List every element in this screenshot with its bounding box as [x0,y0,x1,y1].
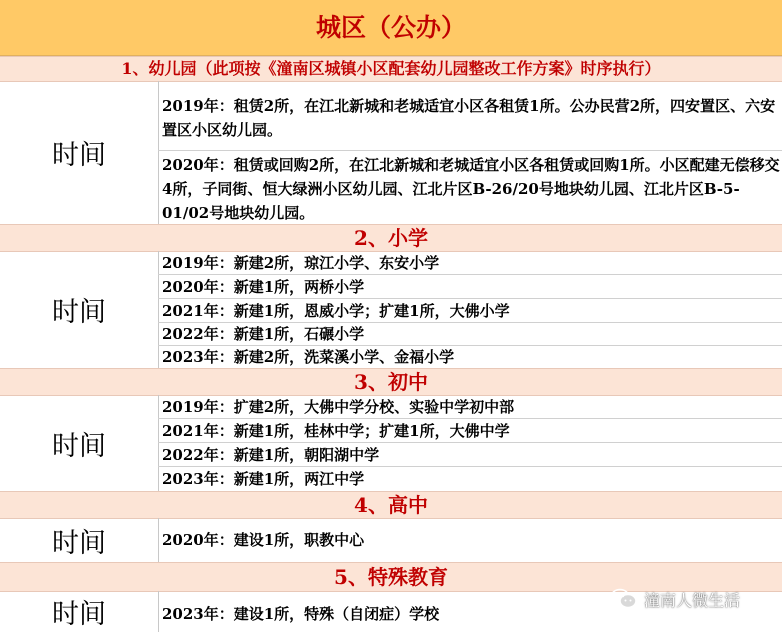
table-row: 2019年：扩建2所，大佛中学分校、实验中学初中部 [158,395,782,419]
table-row: 2023年：新建1所，两江中学 [162,470,365,488]
table-row: 2020年：建设1所，职教中心 [162,531,365,549]
time-label: 时间 [0,81,159,224]
time-label: 时间 [0,395,159,491]
page-title: 城区（公办） [0,0,782,56]
section-heading-senior: 4、高中 [0,491,782,519]
table-row: 2020年：新建1所，两桥小学 [158,275,782,299]
table-row: 2019年：租赁2所，在江北新城和老城适宜小区各租赁1所。公办民营2所，四安置区、六安置区小区幼儿园。 [158,81,782,151]
section-heading-primary: 2、小学 [0,224,782,252]
section-heading-kindergarten: 1、幼儿园（此项按《潼南区城镇小区配套幼儿园整改工作方案》时序执行） [0,56,782,82]
table-row: 2023年：建设1所，特殊（自闭症）学校 [162,605,440,623]
table-row: 2023年：新建2所，洗菜溪小学、金福小学 [162,348,455,366]
table-row: 2021年：新建1所，桂林中学；扩建1所，大佛中学 [158,419,782,443]
watermark [610,586,740,612]
table-row: 2022年：新建1所，朝阳湖中学 [158,443,782,467]
table-row: 2020年：租赁或回购2所，在江北新城和老城适宜小区各租赁或回购1所。小区配建无偿移交4所，子同街、恒大绿洲小区幼儿园、江北片区B-26/20号地块幼儿园、江北片区B-5-01/02号地块幼儿园。 [162,156,780,222]
section-heading-junior: 3、初中 [0,368,782,396]
table-row: 2019年：新建2所，琼江小学、东安小学 [158,251,782,275]
time-label: 时间 [0,251,159,368]
wechat-icon [610,588,638,610]
time-label: 时间 [0,591,159,632]
table-row: 2021年：新建1所，恩威小学；扩建1所，大佛小学 [158,299,782,323]
section-heading-special: 5、特殊教育 [0,562,782,592]
table-row: 2022年：新建1所，石碾小学 [158,323,782,346]
watermark-text: 潼南人微生活 [644,590,741,610]
time-label: 时间 [0,518,159,562]
